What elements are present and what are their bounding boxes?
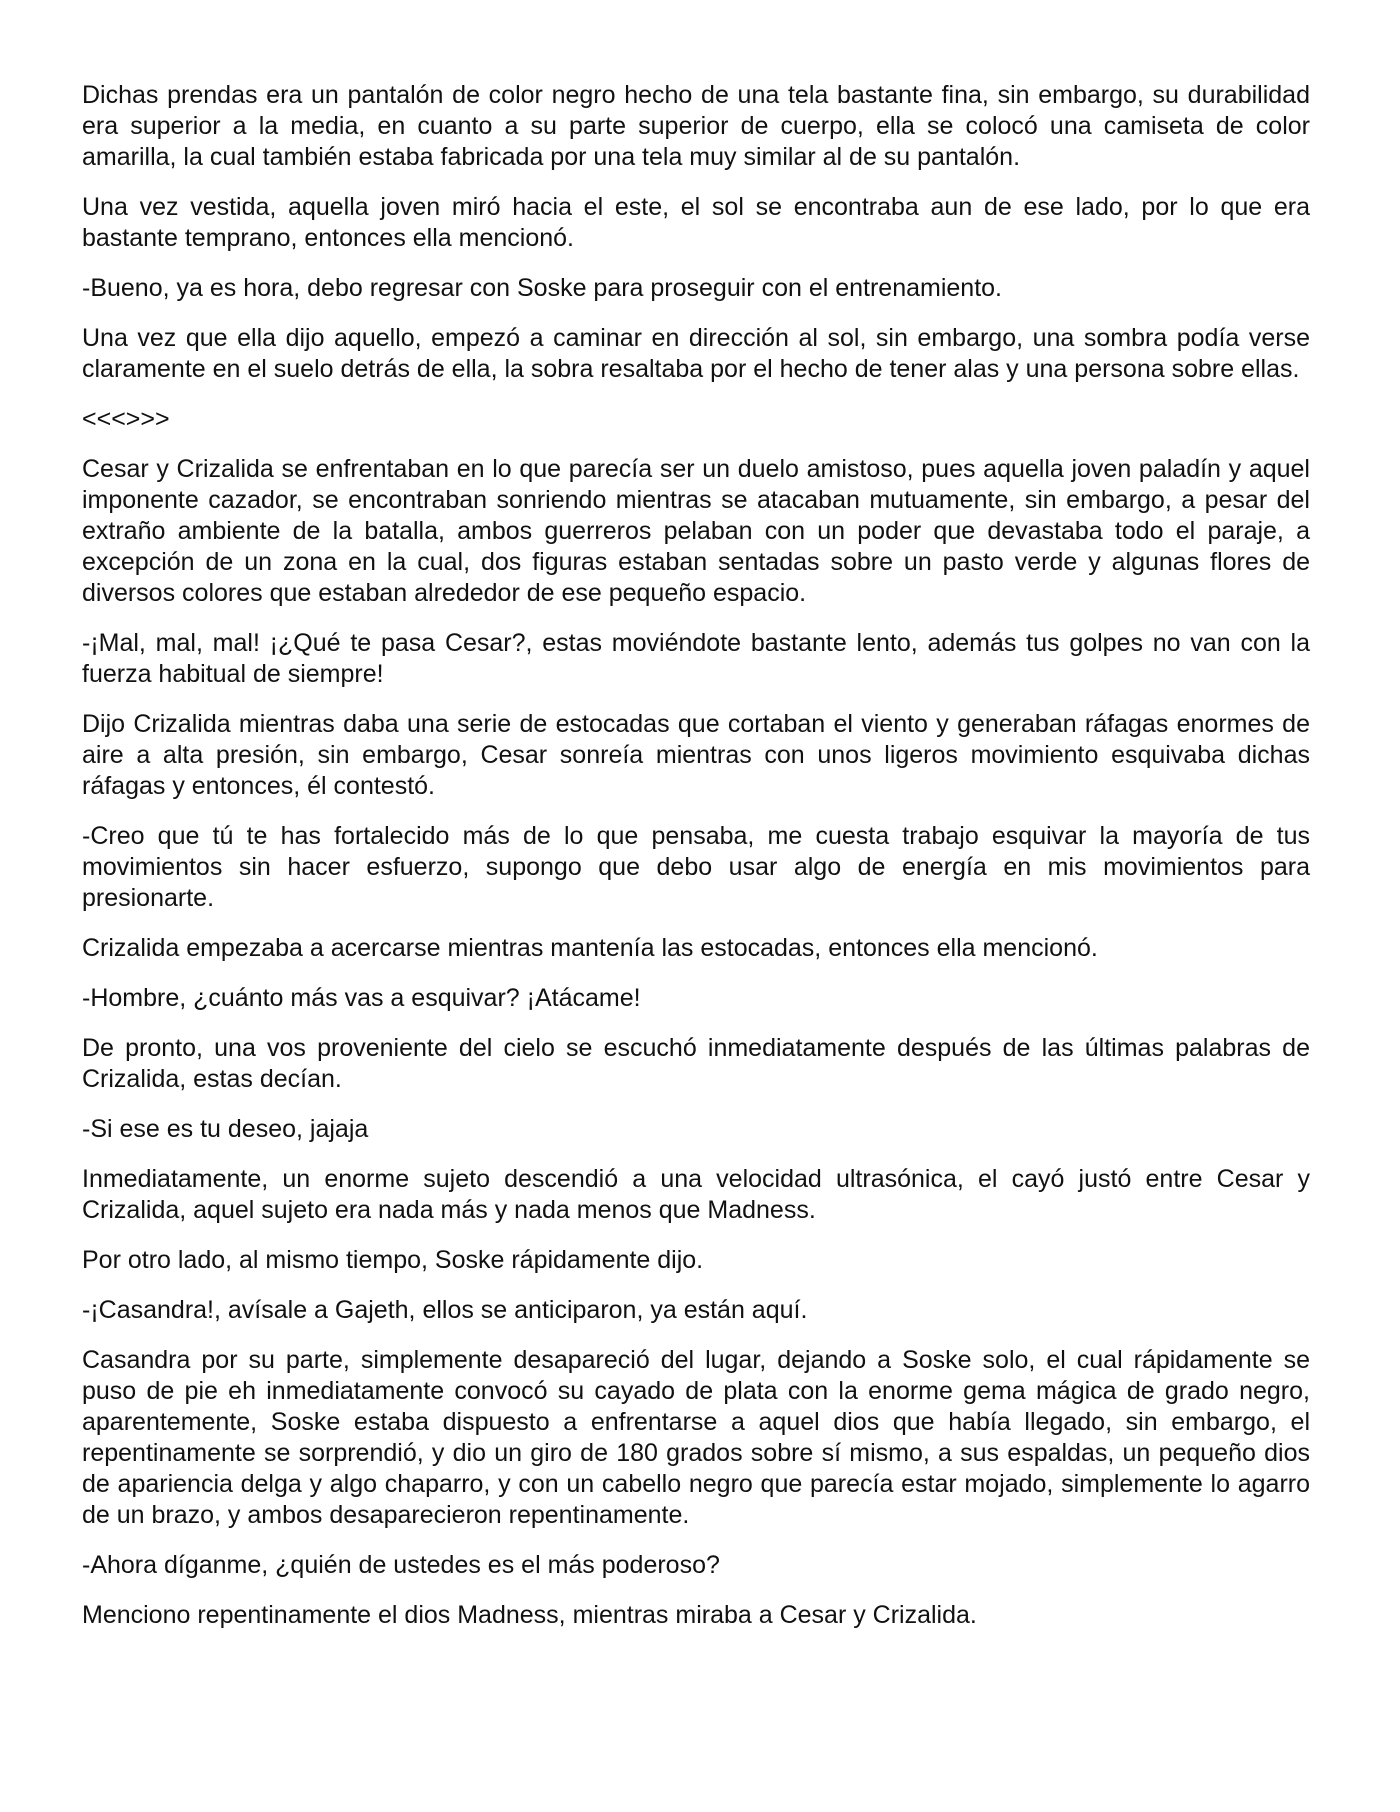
paragraph-prendas: Dichas prendas era un pantalón de color negro hecho de una tela bastante fina, sin embargo, su durabilidad era superior a la media, en cuanto a su parte superior de cuerpo, ella se colocó una camiseta de color amarilla, la cual también estaba fabricada por una tela muy similar al de su pantalón. <box>82 81 1310 171</box>
dialogue-bueno: -Bueno, ya es hora, debo regresar con Soske para proseguir con el entrenamiento. <box>82 274 1002 302</box>
dialogue-hombre: -Hombre, ¿cuánto más vas a esquivar? ¡Atácame! <box>82 984 641 1012</box>
document-page <box>82 80 1310 1650</box>
dialogue-creo: -Creo que tú te has fortalecido más de lo que pensaba, me cuesta trabajo esquivar la mayoría de tus movimientos sin hacer esfuerzo, supongo que debo usar algo de energía en mis movimientos para presionarte. <box>82 822 1310 912</box>
dialogue-jajaja: -Si ese es tu deseo, jajaja <box>82 1115 369 1143</box>
dialogue-diganme: -Ahora díganme, ¿quién de ustedes es el más poderoso? <box>82 1551 720 1579</box>
paragraph-menciono: Menciono repentinamente el dios Madness, mientras miraba a Cesar y Crizalida. <box>82 1601 977 1629</box>
dialogue-casandra: -¡Casandra!, avísale a Gajeth, ellos se anticiparon, ya están aquí. <box>82 1296 808 1324</box>
scene-separator: <<<>>> <box>82 405 170 433</box>
paragraph-acercarse: Crizalida empezaba a acercarse mientras mantenía las estocadas, entonces ella mencionó. <box>82 934 1098 962</box>
dialogue-mal-mal: -¡Mal, mal, mal! ¡¿Qué te pasa Cesar?, estas moviéndote bastante lento, además tus golpes no van con la fuerza habitual de siempre! <box>82 629 1310 688</box>
paragraph-estocadas: Dijo Crizalida mientras daba una serie de estocadas que cortaban el viento y generaban ráfagas enormes de aire a alta presión, sin embargo, Cesar sonreía mientras con unos ligeros movimiento esquivaba dichas ráfagas y entonces, él contestó. <box>82 710 1310 800</box>
paragraph-duelo: Cesar y Crizalida se enfrentaban en lo que parecía ser un duelo amistoso, pues aquella joven paladín y aquel imponente cazador, se encontraban sonriendo mientras se atacaban mutuamente, sin embargo, a pesar del extraño ambiente de la batalla, ambos guerreros pelaban con un poder que devastaba todo el paraje, a excepción de un zona en la cual, dos figuras estaban sentadas sobre un pasto verde y algunas flores de diversos colores que estaban alrededor de ese pequeño espacio. <box>82 455 1310 607</box>
paragraph-sombra: Una vez que ella dijo aquello, empezó a caminar en dirección al sol, sin embargo, una sombra podía verse claramente en el suelo detrás de ella, la sobra resaltaba por el hecho de tener alas y una persona sobre ellas. <box>82 324 1310 383</box>
paragraph-otro-lado: Por otro lado, al mismo tiempo, Soske rápidamente dijo. <box>82 1246 704 1274</box>
paragraph-vos-cielo: De pronto, una vos proveniente del cielo se escuchó inmediatamente después de las últimas palabras de Crizalida, estas decían. <box>82 1034 1310 1093</box>
paragraph-vestida: Una vez vestida, aquella joven miró hacia el este, el sol se encontraba aun de ese lado, por lo que era bastante temprano, entonces ella mencionó. <box>82 193 1310 252</box>
paragraph-cayado: Casandra por su parte, simplemente desapareció del lugar, dejando a Soske solo, el cual rápidamente se puso de pie eh inmediatamente convocó su cayado de plata con la enorme gema mágica de grado negro, aparentemente, Soske estaba dispuesto a enfrentarse a aquel dios que había llegado, sin embargo, el repentinamente se sorprendió, y dio un giro de 180 grados sobre sí mismo, a sus espaldas, un pequeño dios de apariencia delga y algo chaparro, y con un cabello negro que parecía estar mojado, simplemente lo agarro de un brazo, y ambos desaparecieron repentinamente. <box>82 1346 1310 1529</box>
paragraph-madness-llega: Inmediatamente, un enorme sujeto descendió a una velocidad ultrasónica, el cayó justó entre Cesar y Crizalida, aquel sujeto era nada más y nada menos que Madness. <box>82 1165 1310 1224</box>
